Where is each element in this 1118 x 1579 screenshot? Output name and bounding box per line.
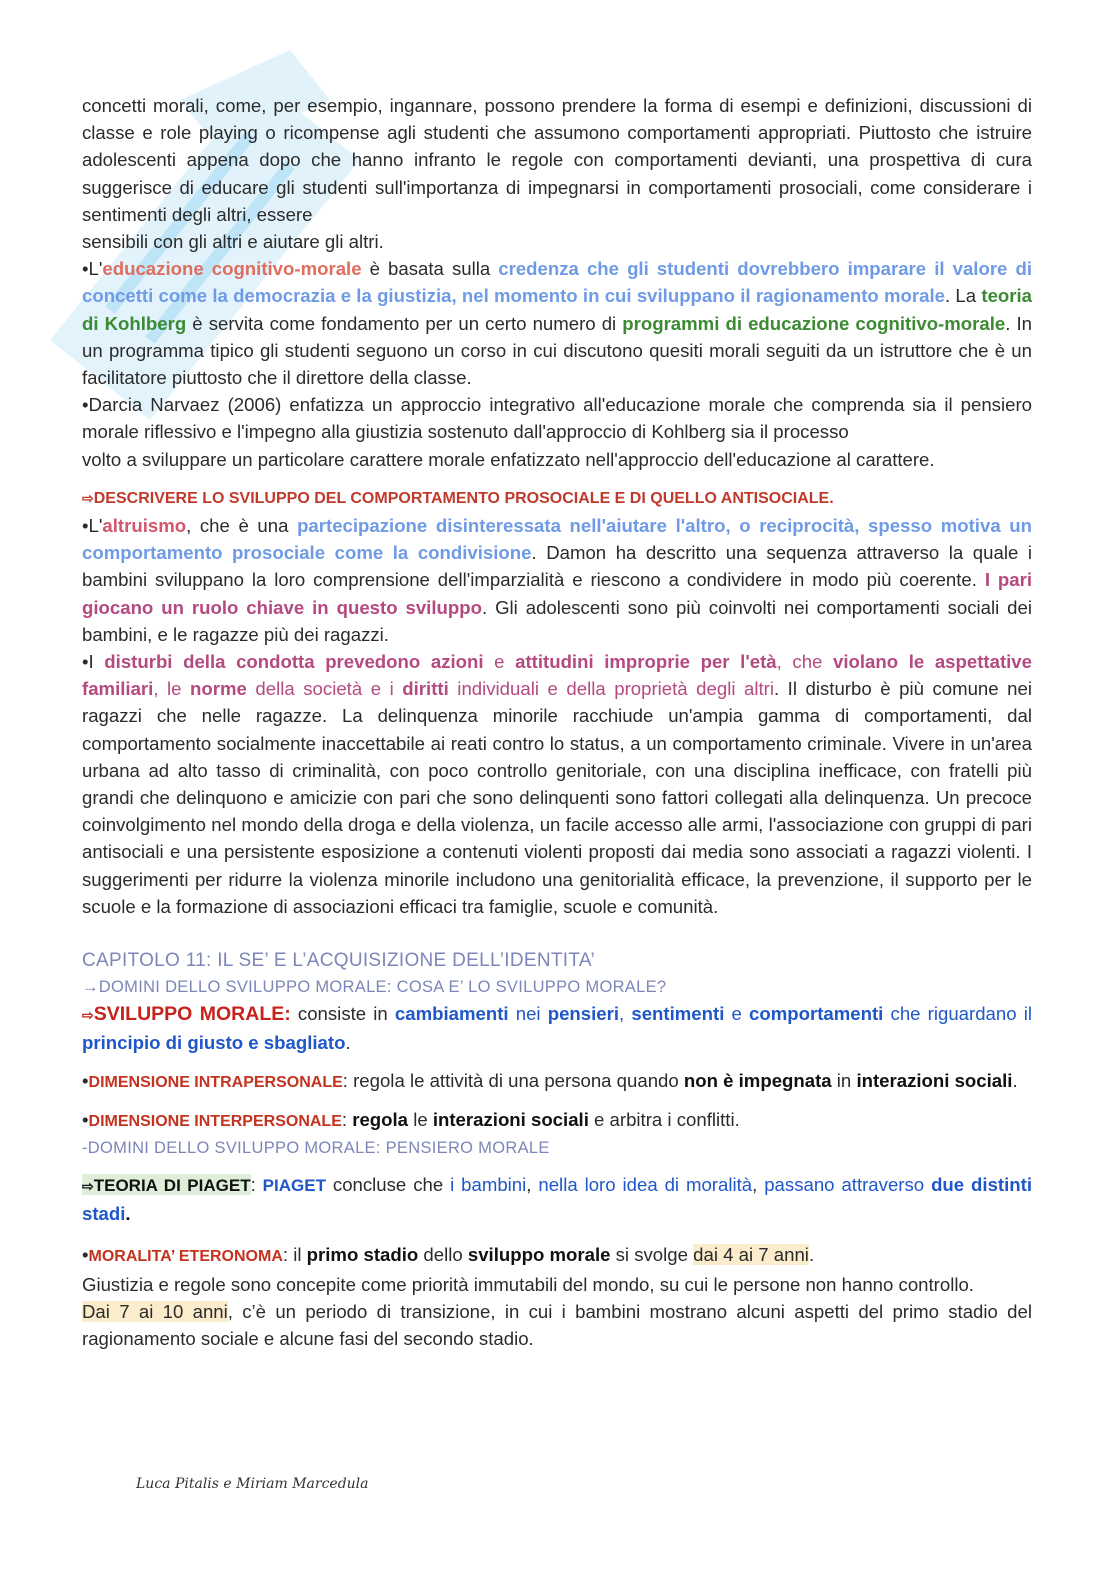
heteronomous-morality: •MORALITA’ ETERONOMA: il primo stadio dello sviluppo morale si svolge dai 4 ai 7 anni. <box>82 1244 815 1266</box>
paragraph-altruism: •L'altruismo, che è una partecipazione disinteressata nell'aiutare l'altro, o reciprocità, spesso motiva un comportamento prosociale come la condivisione. Damon ha descritto una sequenza attraverso la quale i bambini sviluppano la loro comprensione dell'imparzialità e riescono a condividere in modo più coerente. I pari giocano un ruolo chiave in questo sviluppo. Gli adolescenti sono più coinvolti nei comportamenti sociali dei bambini, e le ragazze più dei ragazzi. <box>82 515 1032 645</box>
paragraph-intro: concetti morali, come, per esempio, ingannare, possono prendere la forma di esempi e definizioni, discussioni di classe e role playing o ricompense agli studenti che assumono comportamenti appropriati. Piuttosto che istruire adolescenti appena dopo che hanno infranto le regole con comportamenti devianti, una prospettiva di cura suggerisce di educare gli studenti sull'importanza di impegnarsi in comportamenti prosociali, come considerare i sentimenti degli altri, essere sensibili con gli altri e aiutare gli altri. <box>82 95 1032 253</box>
dimension-intrapersonal: •DIMENSIONE INTRAPERSONALE: regola le attività di una persona quando non è impegnata in interazioni sociali. <box>82 1069 1018 1091</box>
paragraph-transition: Dai 7 ai 10 anni, c’è un periodo di transizione, in cui i bambini mostrano alcuni aspetti del primo stadio del ragionamento sociale e alcune fasi del secondo stadio. <box>82 1300 1032 1349</box>
subheading-moral-development: →DOMINI DELLO SVILUPPO MORALE: COSA E’ LO SVILUPPO MORALE? <box>82 978 667 997</box>
footer-authors: Luca Pitalis e Miriam Marcedula <box>136 1476 369 1492</box>
chapter-title: CAPITOLO 11: IL SE’ E L’ACQUISIZIONE DELL’IDENTITA’ <box>82 950 595 972</box>
paragraph-cognitive-moral: •L'educazione cognitivo-morale è basata sulla credenza che gli studenti dovrebbero imparare il valore di concetti come la democrazia e la giustizia, nel momento in cui sviluppano il ragionamento morale. La teoria di Kohlberg è servita come fondamento per un certo numero di programmi di educazione cognitivo-morale. In un programma tipico gli studenti seguono un corso in cui discutono quesiti morali seguiti da un istruttore che è un facilitatore piuttosto che il direttore della classe. <box>82 258 1033 389</box>
piaget-theory: ⇨TEORIA DI PIAGET: PIAGET concluse che i bambini, nella loro idea di moralità, passano attraverso due distinti stadi. <box>82 1173 1032 1225</box>
paragraph-narvaez: •Darcia Narvaez (2006) enfatizza un approccio integrativo all'educazione morale che comprenda sia il pensiero morale riflessivo e l'impegno alla giustizia sostenuto dall'approccio di Kohlberg sia il processo volto a sviluppare un particolare carattere morale enfatizzato nell'approccio dell'educazione al carattere. <box>82 394 1032 470</box>
arrow-right-icon: ⇨ <box>82 1007 94 1024</box>
page-content <box>82 92 1032 1352</box>
section-heading-prosocial: ⇨DESCRIVERE LO SVILUPPO DEL COMPORTAMENTO PROSOCIALE E DI QUELLO ANTISOCIALE. <box>82 489 834 507</box>
paragraph-conduct-disorders: •I disturbi della condotta prevedono azioni e attitudini improprie per l'età, che violano le aspettative familiari, le norme della società e i diritti individuali e della proprietà degli altri. Il disturbo è più comune nei ragazzi che nelle ragazze. La delinquenza minorile racchiude un'ampia gamma di comportamenti, dal comportamento socialmente inaccettabile ai reati contro lo status, a un comportamento criminale. Vivere in un'area urbana ad alto tasso di criminalità, con poco controllo genitoriale, con una disciplina inefficace, con fratelli più grandi che delinquono e amicizie con pari che sono delinquenti sono fattori collegati alla delinquenza. Un precoce coinvolgimento nel mondo della droga e della violenza, un facile accesso alle armi, l'associazione con gruppi di pari antisociali e una persistente esposizione a contenuti violenti proposti dai media sono associati a ragazzi violenti. I suggerimenti per ridurre la violenza minorile includono una genitorialità efficace, la prevenzione, il supporto per le scuole e la formazione di associazioni efficaci tra famiglie, scuole e comunità. <box>82 651 1032 917</box>
definition-moral-development: ⇨SVILUPPO MORALE: consiste in cambiamenti nei pensieri, sentimenti e comportamenti che riguardano il principio di giusto e sbagliato. <box>82 1003 1032 1054</box>
arrow-right-icon: ⇨ <box>82 1177 94 1194</box>
paragraph-justice-rules: Giustizia e regole sono concepite come priorità immutabili del mondo, su cui le persone non hanno controllo. <box>82 1273 974 1295</box>
dimension-interpersonal: •DIMENSIONE INTERPERSONALE: regola le interazioni sociali e arbitra i conflitti. <box>82 1108 740 1130</box>
arrow-right-icon: ⇨ <box>82 489 94 506</box>
subheading-moral-thought: -DOMINI DELLO SVILUPPO MORALE: PENSIERO MORALE <box>82 1138 550 1157</box>
